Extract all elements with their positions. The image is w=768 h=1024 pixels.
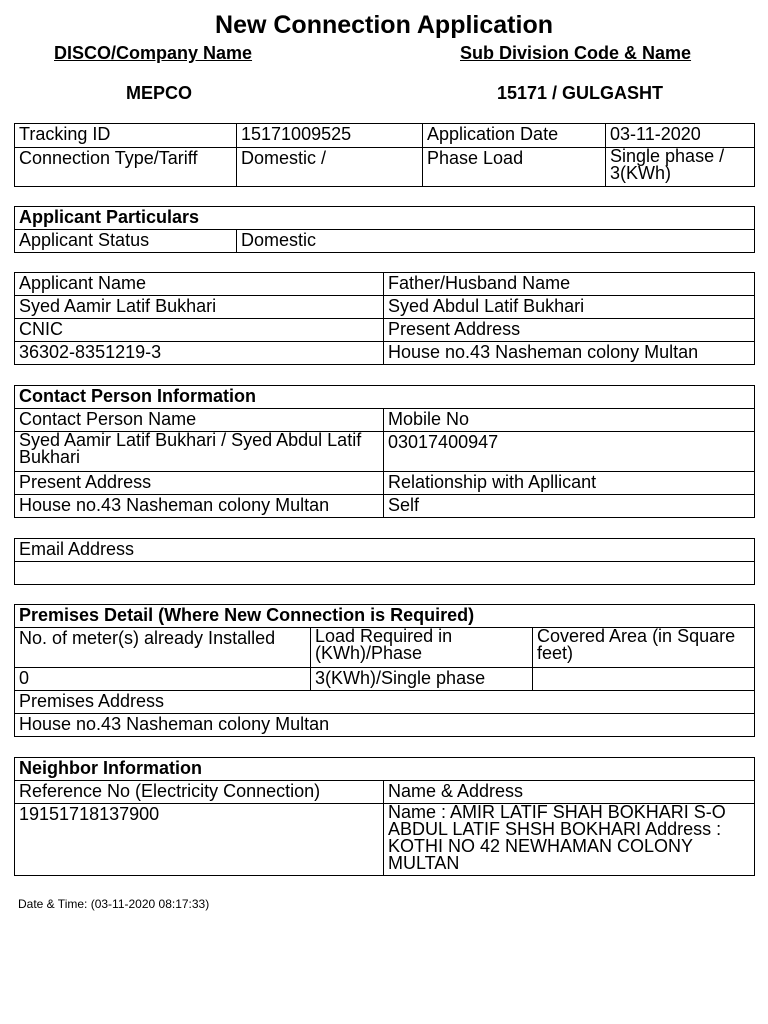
premises-detail-heading: Premises Detail (Where New Connection is Required) [15,605,755,628]
email-table [14,538,755,585]
mobile-value: 03017400947 [384,432,755,472]
phase-load-label: Phase Load [423,148,606,187]
premises-address-label: Premises Address [15,691,755,714]
contact-person-heading: Contact Person Information [15,386,755,409]
application-date-label: Application Date [423,124,606,148]
connection-type-label: Connection Type/Tariff [15,148,237,187]
email-label: Email Address [15,539,755,562]
connection-type-value: Domestic / [237,148,423,187]
relationship-value: Self [384,495,755,518]
contact-person-table [14,385,755,518]
name-address-label: Name & Address [384,781,755,804]
applicant-particulars-heading: Applicant Particulars [15,207,755,230]
neighbor-info-heading: Neighbor Information [15,758,755,781]
disco-label: DISCO/Company Name [54,43,253,63]
date-time-stamp: Date & Time: (03-11-2020 08:17:33) [18,897,210,911]
present-address-value: House no.43 Nasheman colony Multan [384,342,755,365]
contact-address-label: Present Address [15,472,384,495]
applicant-details-table [14,272,755,365]
tracking-id-label: Tracking ID [15,124,237,148]
mobile-label: Mobile No [384,409,755,432]
relationship-label: Relationship with Apllicant [384,472,755,495]
premises-detail-table [14,604,755,737]
father-name-value: Syed Abdul Latif Bukhari [384,296,755,319]
tracking-info-table [14,123,755,187]
subdivision-value: 15171 / GULGASHT [497,83,664,103]
applicant-status-value: Domestic [237,230,755,253]
application-date-value: 03-11-2020 [606,124,755,148]
meters-installed-value: 0 [15,668,311,691]
page-title: New Connection Application [215,11,553,39]
present-address-label: Present Address [384,319,755,342]
father-name-label: Father/Husband Name [384,273,755,296]
name-address-value: Name : AMIR LATIF SHAH BOKHARI S-O ABDUL LATIF SHSH BOKHARI Address : KOTHI NO 42 NEWHAMAN COLONY MULTAN [384,804,755,876]
applicant-status-label: Applicant Status [15,230,237,253]
applicant-name-value: Syed Aamir Latif Bukhari [15,296,384,319]
contact-address-value: House no.43 Nasheman colony Multan [15,495,384,518]
applicant-name-label: Applicant Name [15,273,384,296]
disco-value: MEPCO [126,83,193,103]
load-required-value: 3(KWh)/Single phase [311,668,533,691]
subdivision-label: Sub Division Code & Name [460,43,692,63]
load-required-label: Load Required in (KWh)/Phase [311,628,533,668]
covered-area-label: Covered Area (in Square feet) [533,628,755,668]
reference-no-label: Reference No (Electricity Connection) [15,781,384,804]
cnic-value: 36302-8351219-3 [15,342,384,365]
premises-address-value: House no.43 Nasheman colony Multan [15,714,755,737]
phase-load-value: Single phase / 3(KWh) [606,148,755,187]
contact-name-value: Syed Aamir Latif Bukhari / Syed Abdul Latif Bukhari [15,432,384,472]
covered-area-value [533,668,755,691]
email-value [15,562,755,585]
applicant-particulars-table [14,206,755,253]
cnic-label: CNIC [15,319,384,342]
tracking-id-value: 15171009525 [237,124,423,148]
contact-name-label: Contact Person Name [15,409,384,432]
neighbor-info-table [14,757,755,876]
meters-installed-label: No. of meter(s) already Installed [15,628,311,668]
reference-no-value: 19151718137900 [15,804,384,876]
